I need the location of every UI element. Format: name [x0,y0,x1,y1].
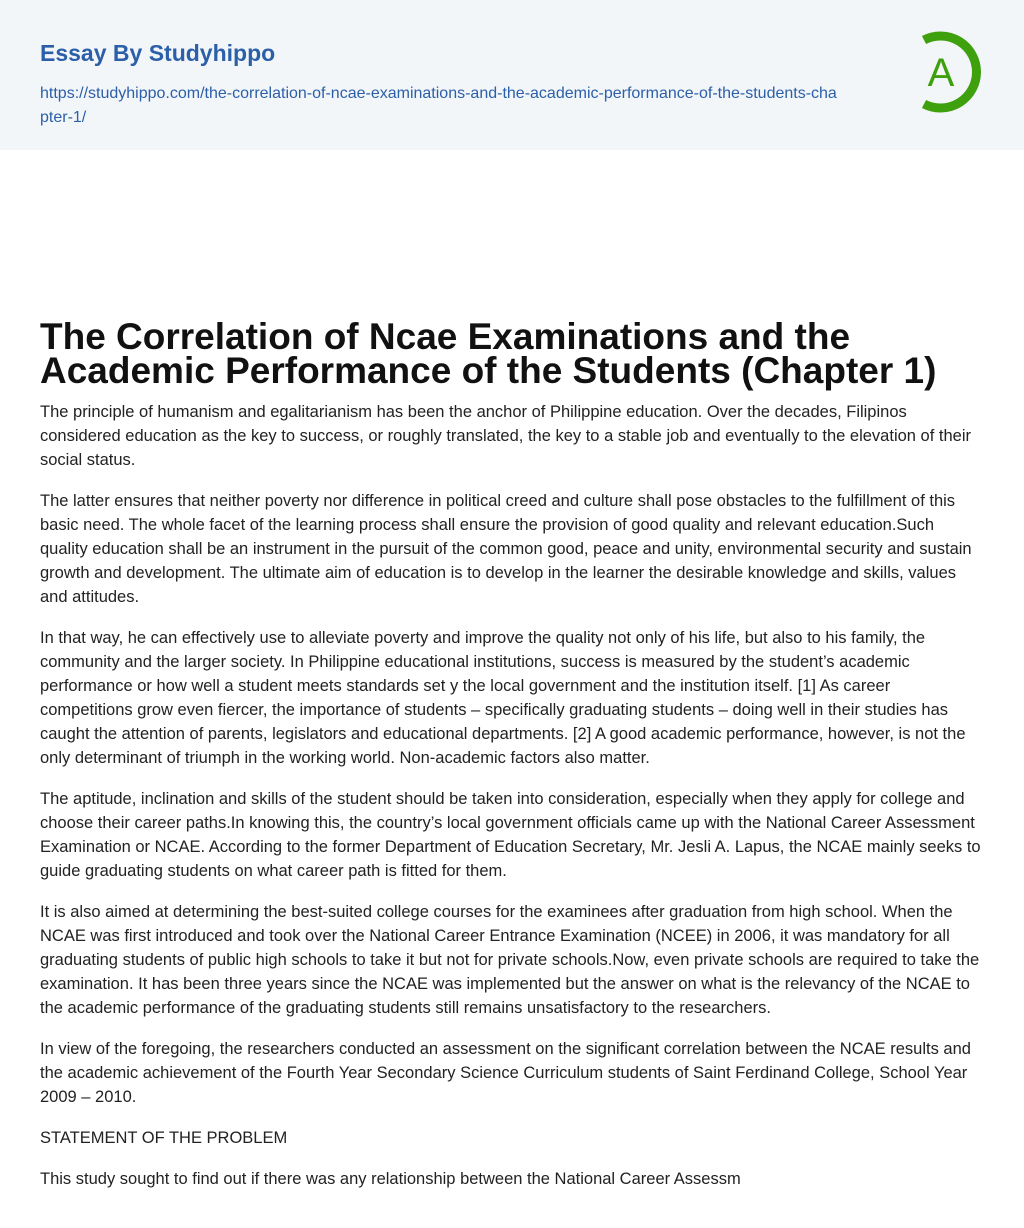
paragraph: In view of the foregoing, the researchers conducted an assessment on the significant correlation between the NCAE results and the academic achievement of the Fourth Year Secondary Science Curriculum students of Saint Ferdinand College, School Year 2009 – 2010. [40,1040,971,1106]
studyhippo-logo-icon[interactable] [910,28,988,116]
paragraph: The principle of humanism and egalitarianism has been the anchor of Philippine education. Over the decades, Filipinos considered education as the key to success, or roughly translated, the key to a stable job and eventually to the elevation of their social status. [40,403,971,469]
paragraph: The latter ensures that neither poverty nor difference in political creed and culture shall pose obstacles to the fulfillment of this basic need. The whole facet of the learning process shall ensure the provision of good quality and relevant education.Such quality education shall be an instrument in the pursuit of the common good, peace and unity, environmental security and sustain growth and development. The ultimate aim of education is to develop in the learner the desirable knowledge and skills, values and attitudes. [40,492,972,606]
brand-title: Essay By Studyhippo [40,40,276,66]
paragraph: In that way, he can effectively use to alleviate poverty and improve the quality not only of his life, but also to his family, the community and the larger society. In Philippine educational institutions, success is measured by the student’s academic performance or how well a student meets standards set y the local government and the institution itself. [1] As career competitions grow even fiercer, the importance of students – specifically graduating students – doing well in their studies has caught the attention of parents, legislators and educational departments. [2] A good academic performance, however, is not the only determinant of triumph in the working world. Non-academic factors also matter. [40,629,966,767]
source-url-link[interactable]: https://studyhippo.com/the-correlation-of-ncae-examinations-and-the-academic-performance-of-the-students-chapter-1/ [40,85,837,126]
section-heading: STATEMENT OF THE PROBLEM [40,1129,288,1147]
site-header [0,0,1024,150]
logo-letter: A [927,51,955,95]
paragraph: The aptitude, inclination and skills of the student should be taken into consideration, especially when they apply for college and choose their career paths.In knowing this, the country’s local government officials came up with the National Career Assessment Examination or NCAE. According to the former Department of Education Secretary, Mr. Jesli A. Lapus, the NCAE mainly seeks to guide graduating students on what career path is fitted for them. [40,790,981,880]
paragraph: This study sought to find out if there was any relationship between the National Career Assessm [40,1170,741,1188]
paragraph: It is also aimed at determining the best-suited college courses for the examinees after graduation from high school. When the NCAE was first introduced and took over the National Career Entrance Examination (NCEE) in 2006, it was mandatory for all graduating students of public high schools to take it but not for private schools.Now, even private schools are required to take the examination. It has been three years since the NCAE was implemented but the answer on what is the relevancy of the NCAE to the academic performance of the graduating students still remains unsatisfactory to the researchers. [40,903,980,1017]
essay-title: The Correlation of Ncae Examinations and the Academic Performance of the Students (Chapter 1) [40,316,937,391]
essay-body [0,388,1024,1228]
